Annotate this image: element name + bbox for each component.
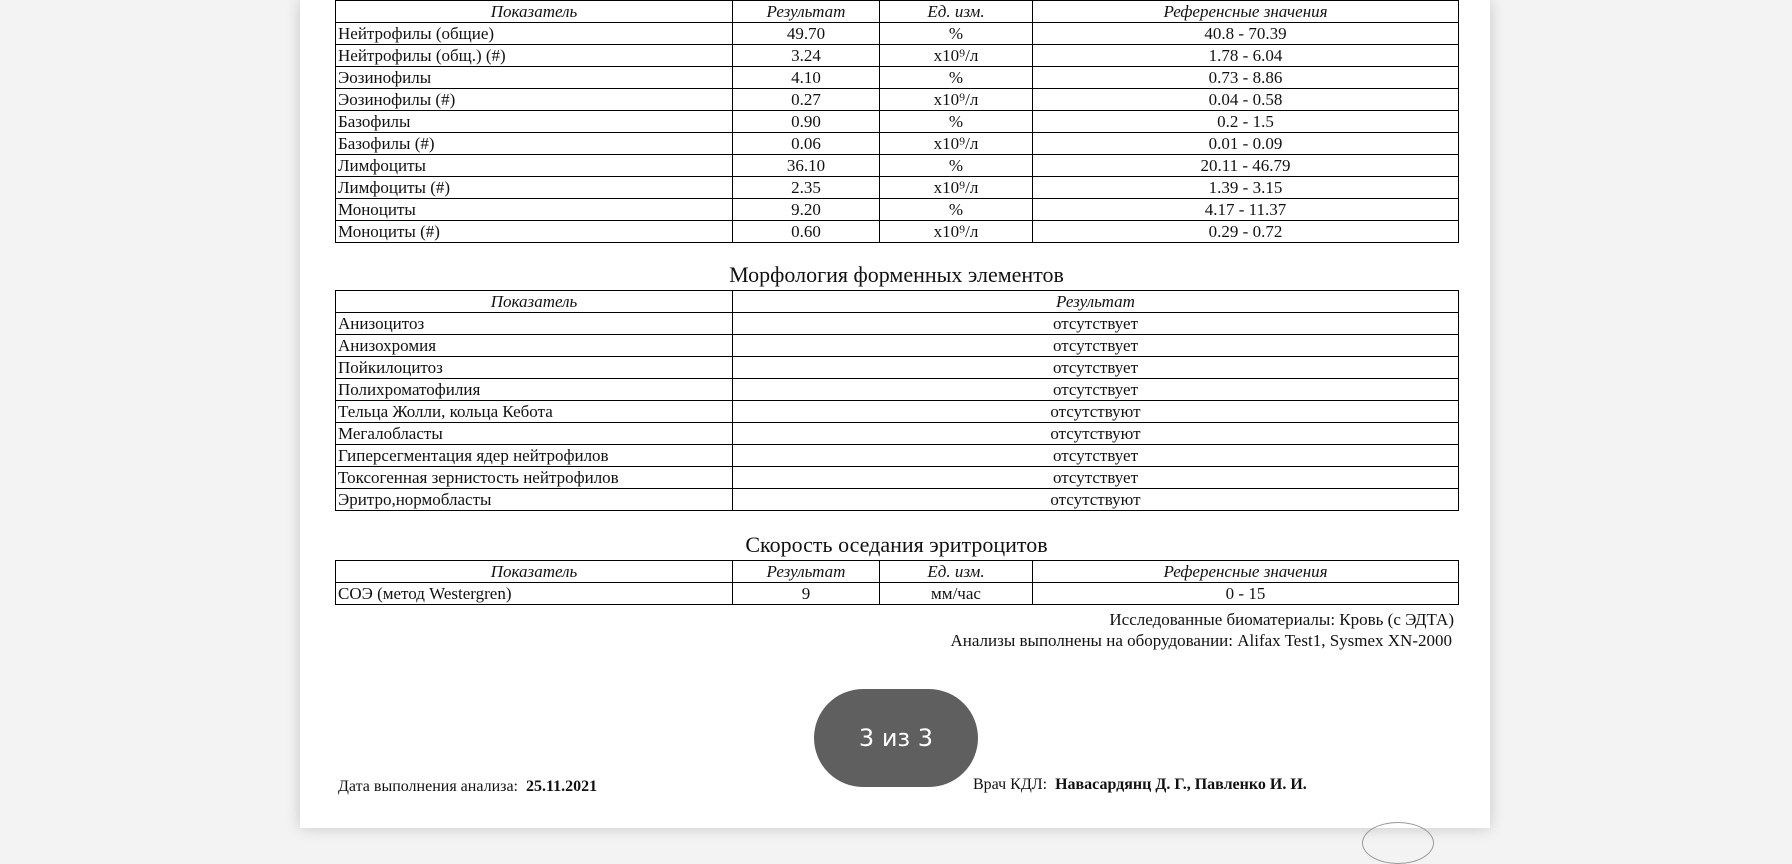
cell-name: Нейтрофилы (общ.) (#) <box>336 45 733 67</box>
cell-name: Мегалобласты <box>336 423 733 445</box>
cell-result: 2.35 <box>733 177 880 199</box>
table-header <box>336 1 1459 23</box>
header-unit: Ед. изм. <box>880 1 1033 23</box>
esr-table <box>335 560 1459 605</box>
cell-name: Моноциты (#) <box>336 221 733 243</box>
table-row <box>336 401 1459 423</box>
cell-reference: 40.8 - 70.39 <box>1033 23 1459 45</box>
table-row <box>336 467 1459 489</box>
cell-result: 0.90 <box>733 111 880 133</box>
table-row <box>336 583 1459 605</box>
cell-reference: 1.39 - 3.15 <box>1033 177 1459 199</box>
page-indicator[interactable]: 3 из 3 <box>814 689 978 787</box>
table-row <box>336 155 1459 177</box>
table-row <box>336 423 1459 445</box>
cell-result: отсутствует <box>733 357 1459 379</box>
blood-table <box>335 0 1459 243</box>
cell-reference: 20.11 - 46.79 <box>1033 155 1459 177</box>
cell-unit: % <box>880 199 1033 221</box>
table-header <box>336 561 1459 583</box>
header-parameter: Показатель <box>336 561 733 583</box>
cell-name: Тельца Жолли, кольца Кебота <box>336 401 733 423</box>
table-row <box>336 45 1459 67</box>
cell-name: Нейтрофилы (общие) <box>336 23 733 45</box>
header-result: Результат <box>733 561 880 583</box>
cell-name: Токсогенная зернистость нейтрофилов <box>336 467 733 489</box>
cell-result: отсутствуют <box>733 489 1459 511</box>
cell-name: Базофилы (#) <box>336 133 733 155</box>
cell-reference: 0.73 - 8.86 <box>1033 67 1459 89</box>
morphology-table <box>335 290 1459 511</box>
header-parameter: Показатель <box>336 291 733 313</box>
table-row <box>336 335 1459 357</box>
cell-result: отсутствует <box>733 379 1459 401</box>
table-row <box>336 89 1459 111</box>
cell-result: 49.70 <box>733 23 880 45</box>
cell-name: Гиперсегментация ядер нейтрофилов <box>336 445 733 467</box>
date-value: 25.11.2021 <box>526 778 598 795</box>
cell-result: 9 <box>733 583 880 605</box>
cell-name: Лимфоциты <box>336 155 733 177</box>
biomaterials-note: Исследованные биоматериалы: Кровь (с ЭДТА) <box>1109 610 1454 629</box>
header-result: Результат <box>733 1 880 23</box>
table-row <box>336 445 1459 467</box>
stamp-edge <box>1362 822 1434 864</box>
cell-result: 4.10 <box>733 67 880 89</box>
table-row <box>336 111 1459 133</box>
cell-name: Полихроматофилия <box>336 379 733 401</box>
table-row <box>336 357 1459 379</box>
cell-result: 0.60 <box>733 221 880 243</box>
cell-result: отсутствуют <box>733 401 1459 423</box>
cell-result: отсутствует <box>733 445 1459 467</box>
cell-result: 0.27 <box>733 89 880 111</box>
cell-result: 36.10 <box>733 155 880 177</box>
cell-reference: 0.01 - 0.09 <box>1033 133 1459 155</box>
cell-unit: % <box>880 67 1033 89</box>
cell-name: СОЭ (метод Westergren) <box>336 583 733 605</box>
cell-reference: 0.2 - 1.5 <box>1033 111 1459 133</box>
cell-reference: 0.29 - 0.72 <box>1033 221 1459 243</box>
esr-title: Скорость оседания эритроцитов <box>745 532 1048 557</box>
cell-unit: мм/час <box>880 583 1033 605</box>
cell-result: отсутствует <box>733 335 1459 357</box>
cell-name: Эозинофилы (#) <box>336 89 733 111</box>
cell-unit: % <box>880 23 1033 45</box>
table-header <box>336 291 1459 313</box>
table-row <box>336 177 1459 199</box>
cell-result: 3.24 <box>733 45 880 67</box>
header-unit: Ед. изм. <box>880 561 1033 583</box>
cell-name: Лимфоциты (#) <box>336 177 733 199</box>
doctor-label: Врач КДЛ: <box>973 776 1048 793</box>
cell-name: Моноциты <box>336 199 733 221</box>
cell-name: Эозинофилы <box>336 67 733 89</box>
cell-unit: x10⁹/л <box>880 177 1033 199</box>
table-row <box>336 67 1459 89</box>
cell-unit: % <box>880 155 1033 177</box>
doctor-signature-line <box>973 776 1307 794</box>
cell-result: 9.20 <box>733 199 880 221</box>
analysis-date <box>338 778 597 796</box>
header-parameter: Показатель <box>336 1 733 23</box>
morphology-title: Морфология форменных элементов <box>729 262 1064 287</box>
cell-name: Базофилы <box>336 111 733 133</box>
cell-reference: 4.17 - 11.37 <box>1033 199 1459 221</box>
table-row <box>336 313 1459 335</box>
cell-reference: 0 - 15 <box>1033 583 1459 605</box>
table-row <box>336 221 1459 243</box>
cell-name: Анизохромия <box>336 335 733 357</box>
cell-unit: x10⁹/л <box>880 133 1033 155</box>
cell-result: отсутствует <box>733 467 1459 489</box>
cell-name: Анизоцитоз <box>336 313 733 335</box>
header-result: Результат <box>733 291 1459 313</box>
cell-unit: x10⁹/л <box>880 45 1033 67</box>
cell-name: Пойкилоцитоз <box>336 357 733 379</box>
cell-reference: 0.04 - 0.58 <box>1033 89 1459 111</box>
cell-result: отсутствует <box>733 313 1459 335</box>
cell-unit: % <box>880 111 1033 133</box>
table-row <box>336 199 1459 221</box>
doctor-value: Навасардянц Д. Г., Павленко И. И. <box>1055 776 1307 793</box>
date-label: Дата выполнения анализа: <box>338 778 518 795</box>
header-reference: Референсные значения <box>1033 561 1459 583</box>
cell-unit: x10⁹/л <box>880 221 1033 243</box>
cell-reference: 1.78 - 6.04 <box>1033 45 1459 67</box>
cell-result: отсутствуют <box>733 423 1459 445</box>
cell-result: 0.06 <box>733 133 880 155</box>
table-row <box>336 379 1459 401</box>
cell-name: Эритро,нормобласты <box>336 489 733 511</box>
table-row <box>336 23 1459 45</box>
header-reference: Референсные значения <box>1033 1 1459 23</box>
table-row <box>336 133 1459 155</box>
equipment-note: Анализы выполнены на оборудовании: Alifax Test1, Sysmex XN-2000 <box>950 631 1452 650</box>
table-row <box>336 489 1459 511</box>
cell-unit: x10⁹/л <box>880 89 1033 111</box>
